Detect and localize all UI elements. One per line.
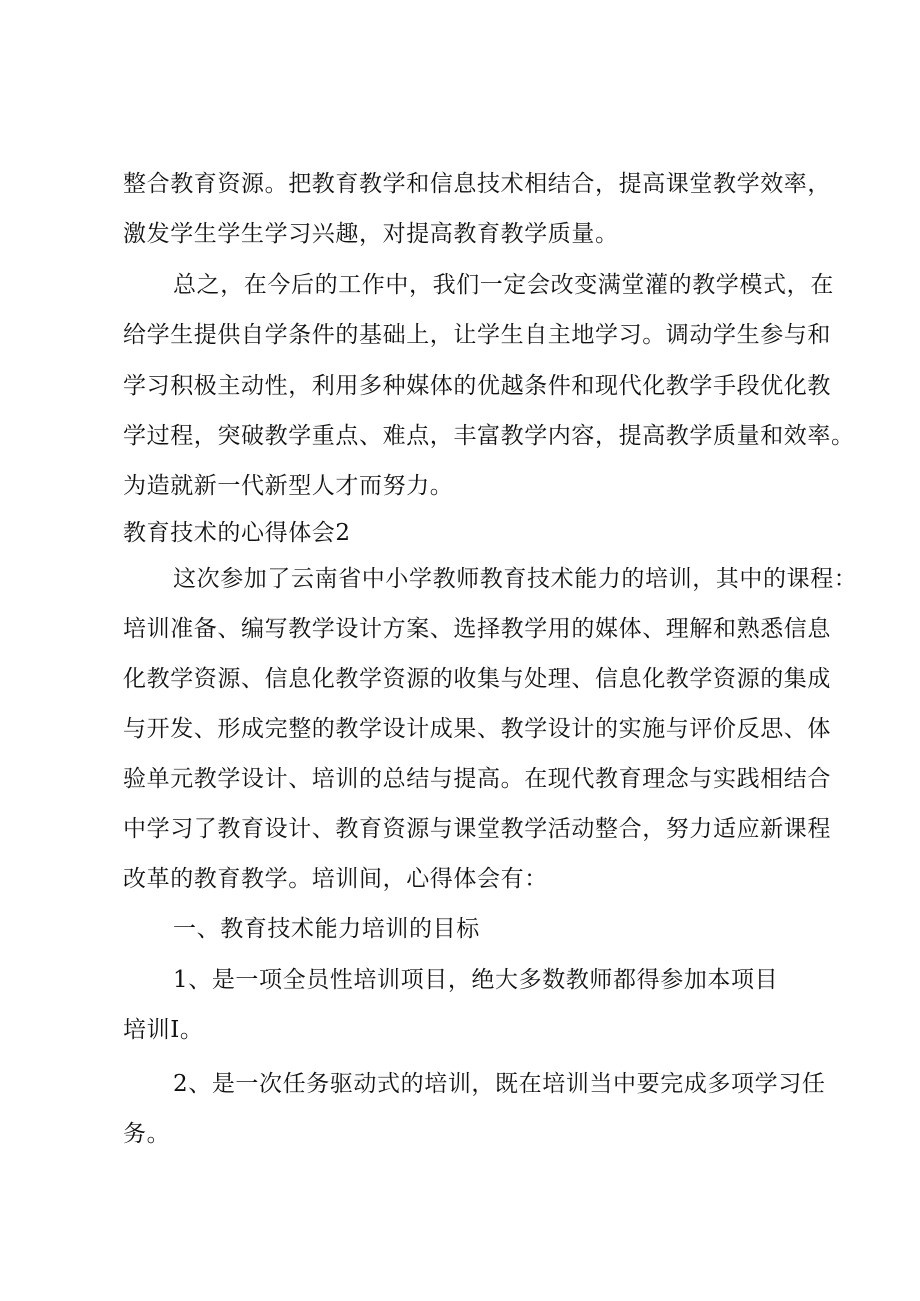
subheading: 一、教育技术能力培训的目标 [173, 916, 480, 942]
paragraph-line: 学习积极主动性，利用多种媒体的优越条件和现代化教学手段优化教 [123, 373, 831, 399]
paragraph-line: 化教学资源、信息化教学资源的收集与处理、信息化教学资源的集成 [123, 666, 831, 692]
paragraph-line: 整合教育资源。把教育教学和信息技术相结合，提高课堂教学效率， [123, 171, 831, 197]
paragraph-line: 给学生提供自学条件的基础上，让学生自主地学习。调动学生参与和 [123, 322, 831, 348]
paragraph-line: 改革的教育教学。培训间，心得体会有： [123, 866, 548, 892]
paragraph-line: 这次参加了云南省中小学教师教育技术能力的培训，其中的课程： [173, 566, 858, 592]
paragraph-line: 为造就新一代新型人才而努力。 [123, 473, 454, 499]
paragraph-line: 培训准备、编写教学设计方案、选择教学用的媒体、理解和熟悉信息 [123, 616, 831, 642]
list-item-line: 务。 [123, 1121, 171, 1147]
paragraph-line: 激发学生学生学习兴趣，对提高教育教学质量。 [123, 221, 619, 247]
paragraph-line: 学过程，突破教学重点、难点，丰富教学内容，提高教学质量和效率。 [123, 423, 855, 449]
paragraph-line: 总之，在今后的工作中，我们一定会改变满堂灌的教学模式，在 [173, 272, 834, 298]
list-item-line: 2、是一次任务驱动式的培训，既在培训当中要完成多项学习任 [173, 1071, 826, 1097]
paragraph-line: 中学习了教育设计、教育资源与课堂教学活动整合，努力适应新课程 [123, 816, 831, 842]
list-item-line: 1、是一项全员性培训项目，绝大多数教师都得参加本项目 [173, 967, 779, 993]
list-item-line: 培训I。 [123, 1017, 204, 1043]
paragraph-line: 验单元教学设计、培训的总结与提高。在现代教育理念与实践相结合 [123, 766, 831, 792]
section-title: 教育技术的心得体会2 [123, 520, 351, 546]
paragraph-line: 与开发、形成完整的教学设计成果、教学设计的实施与评价反思、体 [123, 716, 831, 742]
